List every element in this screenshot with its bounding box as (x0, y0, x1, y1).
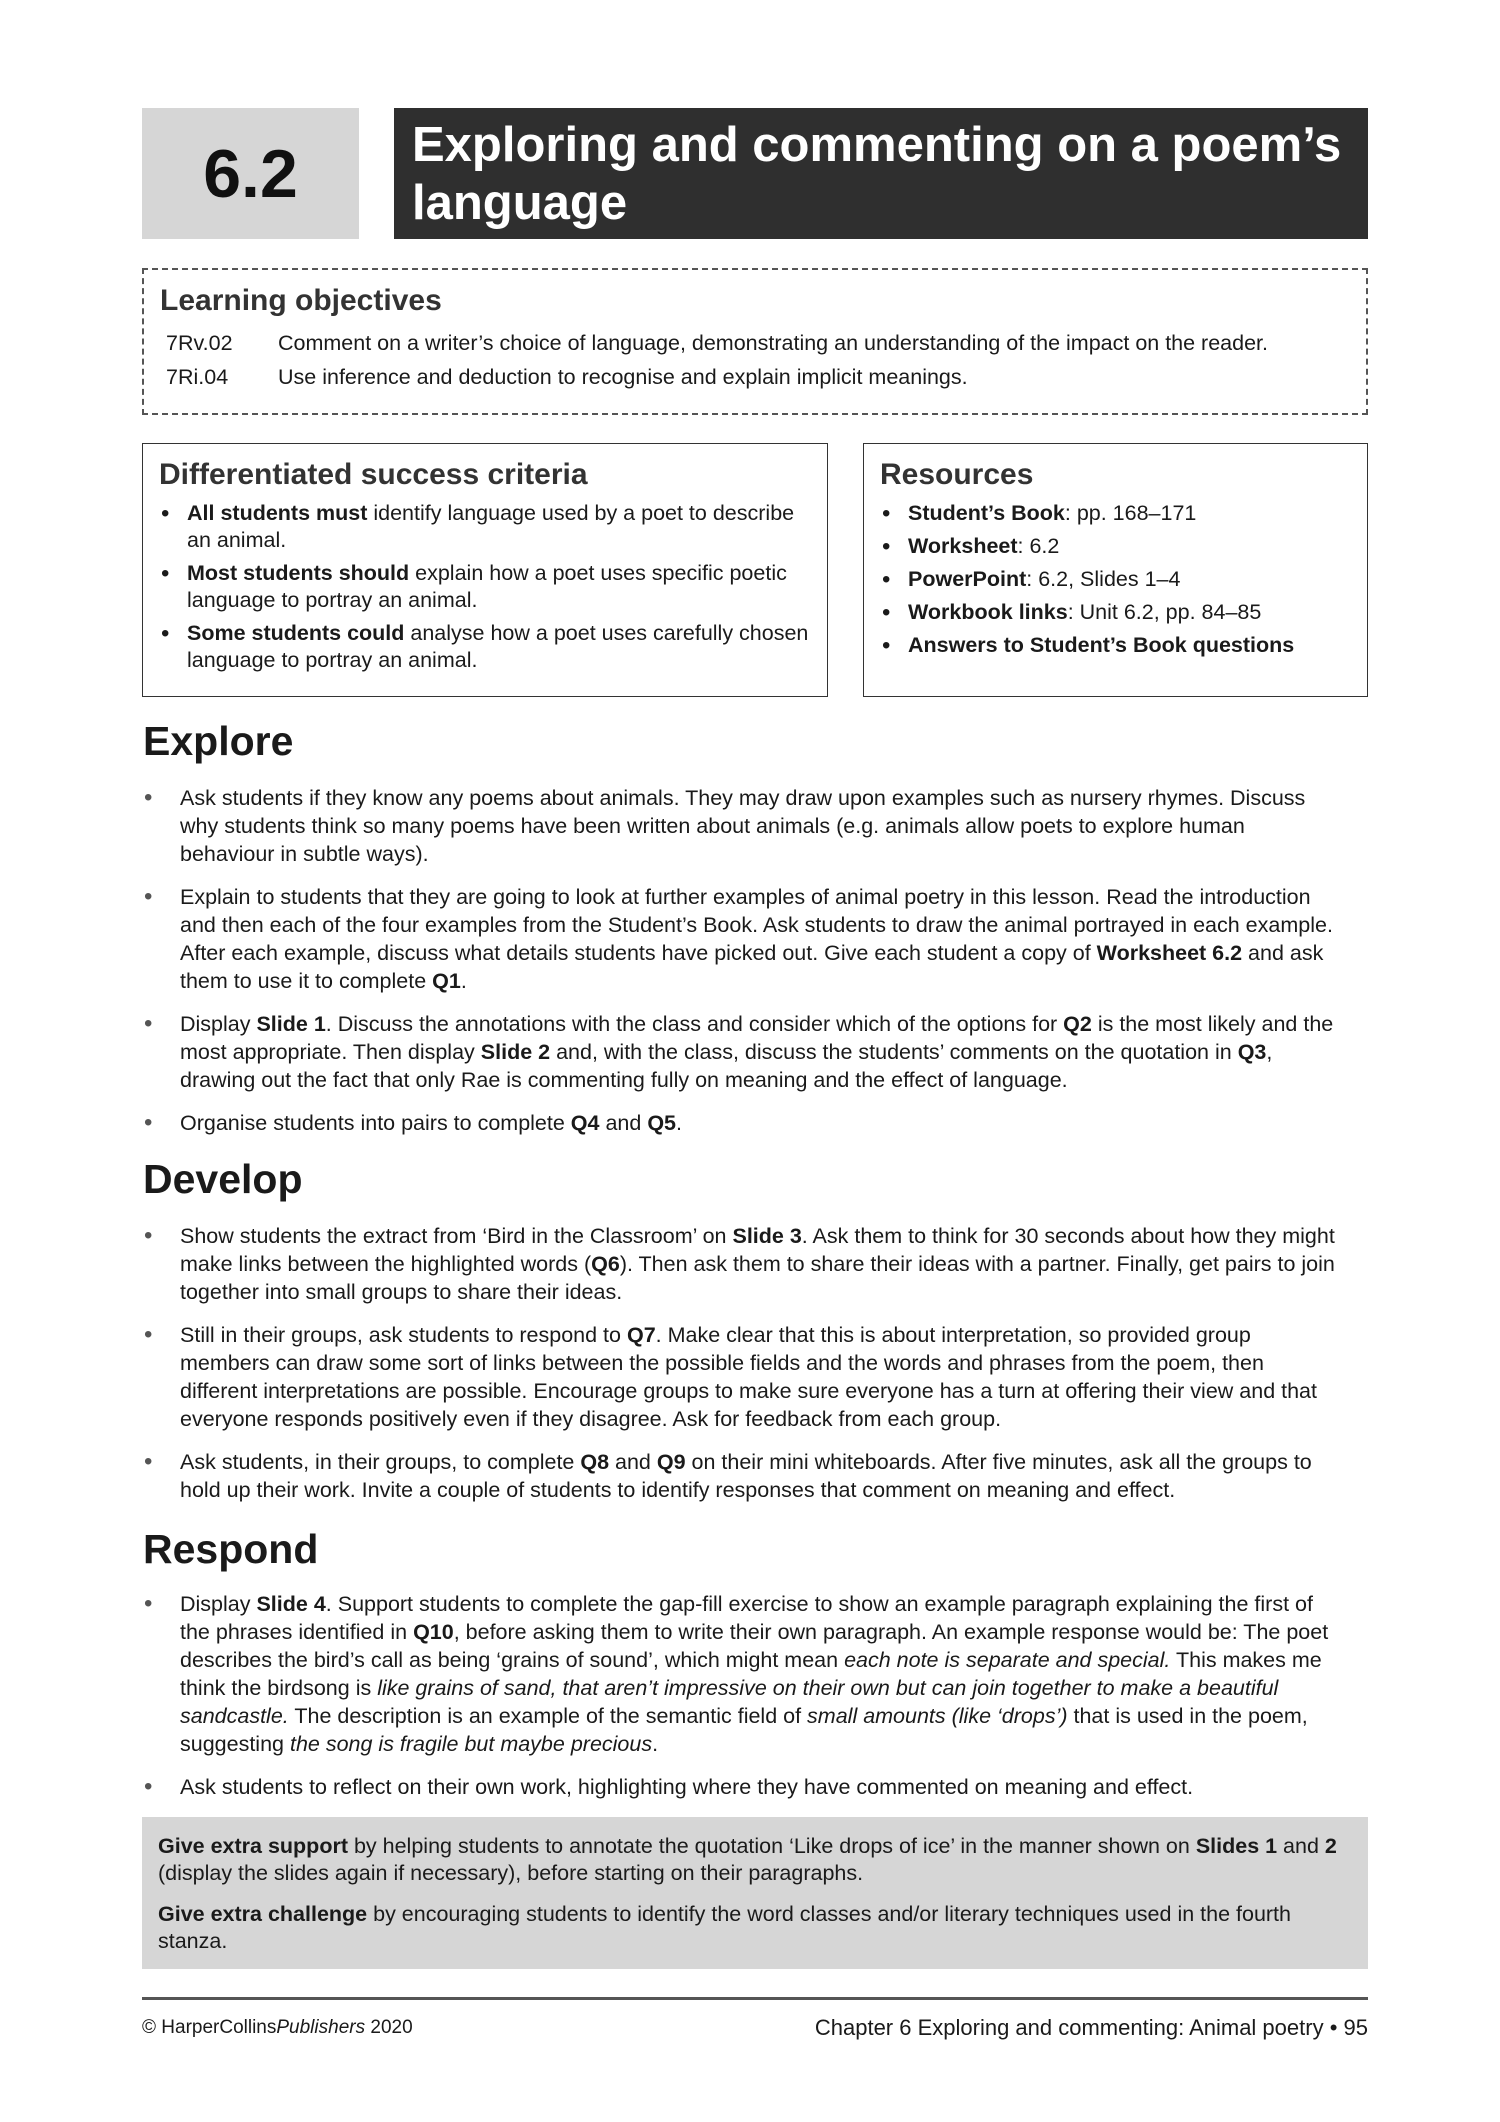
slide-ref: Slide 3 (732, 1224, 802, 1248)
explore-text: . Discuss the annotations with the class and consider which of the options for (325, 1012, 1064, 1036)
question-ref: Q6 (591, 1252, 620, 1276)
support-text: by helping students to annotate the quotation ‘Like drops of ice’ in the manner shown on (347, 1834, 1196, 1858)
slide-ref: 2 (1324, 1834, 1337, 1858)
resources-heading: Resources (880, 458, 1034, 491)
criteria-text: analyse how a poet uses carefully chosen language to portray an animal. (187, 621, 809, 672)
question-ref: Q1 (432, 969, 461, 993)
support-label: Give extra support (158, 1834, 348, 1858)
criteria-level: Most students should (187, 561, 410, 585)
explore-text: and, with the class, discuss the students’ comments on the quotation in (550, 1040, 1238, 1064)
explore-text: and ask them to use it to complete (180, 941, 1324, 993)
develop-text: on their mini whiteboards. After five minutes, ask all the groups to hold up their work. Invite a couple of students to identify responses that comment on meaning and effect. (180, 1450, 1312, 1502)
resource-detail: : 6.2, Slides 1–4 (1026, 567, 1181, 591)
objective-row (160, 360, 1350, 394)
resource-item (880, 500, 1351, 527)
resource-item (880, 632, 1351, 659)
develop-text: ). Then ask them to share their ideas with a partner. Finally, get pairs to join together into small groups to share their ideas. (180, 1252, 1335, 1304)
explore-heading: Explore (143, 718, 294, 764)
criteria-text: explain how a poet uses specific poetic language to portray an animal. (187, 561, 787, 612)
slide-ref: Slides 1 (1195, 1834, 1278, 1858)
respond-text: . (652, 1732, 659, 1756)
develop-list (144, 1222, 1344, 1519)
objective-code: 7Rv.02 (166, 331, 233, 355)
resource-name: Student’s Book (908, 501, 1065, 525)
criteria-heading: Differentiated success criteria (159, 458, 588, 491)
extra-support-paragraph (158, 1833, 1352, 1887)
explore-text: Explain to students that they are going to look at further examples of animal poetry in this lesson. Read the introduction and then each of the four examples from the Student’s Book. Ask students to draw the animal portrayed in each example. After each example, discuss what details students have picked out. Give each student a copy of (180, 885, 1333, 965)
slide-ref: Slide 4 (256, 1592, 326, 1616)
criteria-level: Some students could (187, 621, 405, 645)
resource-name: Workbook links (908, 600, 1068, 624)
question-ref: Q4 (570, 1111, 600, 1135)
develop-text: . Ask them to think for 30 seconds about how they might make links between the highlighted words ( (180, 1224, 1335, 1276)
example-italic: each note is separate and special. (844, 1648, 1171, 1672)
develop-text: Show students the extract from ‘Bird in the Classroom’ on (180, 1224, 733, 1248)
explore-text: Ask students if they know any poems about animals. They may draw upon examples such as nursery rhymes. Discuss why students think so many poems have been written about animals (e.g. animals allow poets to explore human behaviour in subtle ways). (180, 786, 1306, 866)
explore-item (144, 883, 1344, 995)
develop-text: . Make clear that this is about interpretation, so provided group members can draw some sort of links between the possible fields and the words and phrases from the poem, then different interpretations are possible. Encourage groups to make sure everyone has a turn at offering their view and that everyone responds positively even if they disagree. Ask for feedback from each group. (180, 1323, 1317, 1431)
example-italic: the song is fragile but maybe precious (289, 1732, 653, 1756)
develop-text: and (609, 1450, 657, 1474)
chapter-title: Chapter 6 Exploring and commenting: Animal poetry (814, 2015, 1324, 2040)
support-challenge-box (142, 1817, 1368, 1969)
objective-text: Use inference and deduction to recognise and explain implicit meanings. (278, 365, 968, 389)
support-text: and (1277, 1834, 1325, 1858)
resource-item (880, 533, 1351, 560)
page-title: Exploring and commenting on a poem’s language (394, 108, 1368, 239)
explore-text: , drawing out the fact that only Rae is commenting fully on meaning and the effect of language. (180, 1040, 1273, 1092)
resource-detail: : Unit 6.2, pp. 84–85 (1067, 600, 1262, 624)
question-ref: Q3 (1237, 1040, 1267, 1064)
explore-item (144, 784, 1344, 868)
criteria-item (159, 560, 811, 614)
criteria-level: All students must (187, 501, 368, 525)
respond-heading: Respond (143, 1526, 319, 1572)
resource-detail: : 6.2 (1017, 534, 1060, 558)
learning-objectives-box (142, 268, 1368, 415)
explore-text: Organise students into pairs to complete (180, 1111, 571, 1135)
footer-divider (142, 1997, 1368, 2000)
challenge-label: Give extra challenge (158, 1902, 368, 1926)
resource-item (880, 566, 1351, 593)
challenge-text: by encouraging students to identify the word classes and/or literary techniques used in the fourth stanza. (158, 1902, 1291, 1953)
respond-list (144, 1590, 1344, 1816)
explore-list (144, 784, 1344, 1152)
question-ref: Q5 (647, 1111, 676, 1135)
explore-item (144, 1010, 1344, 1094)
objective-row (160, 326, 1350, 360)
question-ref: Q9 (656, 1450, 686, 1474)
explore-text: is the most likely and the most appropriate. Then display (180, 1012, 1334, 1064)
resource-name: Answers to Student’s Book questions (908, 633, 1295, 657)
explore-text: and (599, 1111, 648, 1135)
copyright-text: © HarperCollins (142, 2017, 277, 2038)
explore-text: . (460, 969, 467, 993)
objectives-heading: Learning objectives (160, 284, 442, 317)
explore-text: . (676, 1111, 682, 1135)
question-ref: Q2 (1063, 1012, 1092, 1036)
respond-text: Ask students to reflect on their own work, highlighting where they have commented on meaning and effect. (180, 1775, 1194, 1799)
objective-text: Comment on a writer’s choice of language, demonstrating an understanding of the impact on the reader. (278, 331, 1268, 355)
resource-item (880, 599, 1351, 626)
publisher-italic: Publishers (276, 2017, 366, 2038)
explore-item (144, 1109, 1344, 1137)
develop-item (144, 1448, 1344, 1504)
explore-text: Display (180, 1012, 257, 1036)
footer-chapter (815, 2015, 1368, 2041)
develop-text: Still in their groups, ask students to respond to (180, 1323, 627, 1347)
respond-text: This makes me think the birdsong is (180, 1648, 1322, 1700)
slide-ref: Slide 1 (256, 1012, 326, 1036)
footer-copyright (142, 2017, 413, 2039)
page-number: 95 (1343, 2015, 1368, 2040)
respond-text: , before asking them to write their own paragraph. An example response would be: The poet describes the bird’s call as being ‘grains of sound’, which might mean (180, 1620, 1329, 1672)
develop-item (144, 1222, 1344, 1306)
respond-item (144, 1773, 1344, 1801)
criteria-item (159, 620, 811, 674)
copyright-year: 2020 (365, 2017, 413, 2038)
objective-code: 7Ri.04 (166, 365, 229, 389)
resources-box (863, 443, 1368, 697)
worksheet-ref: Worksheet 6.2 (1096, 941, 1243, 965)
success-criteria-box (142, 443, 828, 697)
unit-number: 6.2 (142, 108, 359, 239)
question-ref: Q8 (580, 1450, 610, 1474)
develop-heading: Develop (143, 1156, 303, 1202)
respond-text: Display (180, 1592, 257, 1616)
develop-item (144, 1321, 1344, 1433)
respond-text: The description is an example of the semantic field of (288, 1704, 808, 1728)
support-text: (display the slides again if necessary), before starting on their paragraphs. (158, 1861, 864, 1885)
resource-detail: : pp. 168–171 (1064, 501, 1197, 525)
develop-text: Ask students, in their groups, to complete (180, 1450, 581, 1474)
respond-text: . Support students to complete the gap-fill exercise to show an example paragraph explaining the first of the phrases identified in (180, 1592, 1313, 1644)
example-italic: like grains of sand, that aren’t impressive on their own but can join together to make a beautiful sandcastle. (180, 1676, 1279, 1728)
resource-name: Worksheet (908, 534, 1018, 558)
question-ref: Q7 (626, 1323, 656, 1347)
respond-text: that is used in the poem, suggesting (180, 1704, 1308, 1756)
criteria-item (159, 500, 811, 554)
question-ref: Q10 (413, 1620, 454, 1644)
respond-item (144, 1590, 1344, 1758)
extra-challenge-paragraph (158, 1901, 1352, 1955)
slide-ref: Slide 2 (480, 1040, 551, 1064)
resource-name: PowerPoint (908, 567, 1027, 591)
criteria-text: identify language used by a poet to describe an animal. (187, 501, 795, 552)
footer-separator: • (1323, 2015, 1344, 2040)
example-italic: small amounts (like ‘drops’) (807, 1704, 1068, 1728)
